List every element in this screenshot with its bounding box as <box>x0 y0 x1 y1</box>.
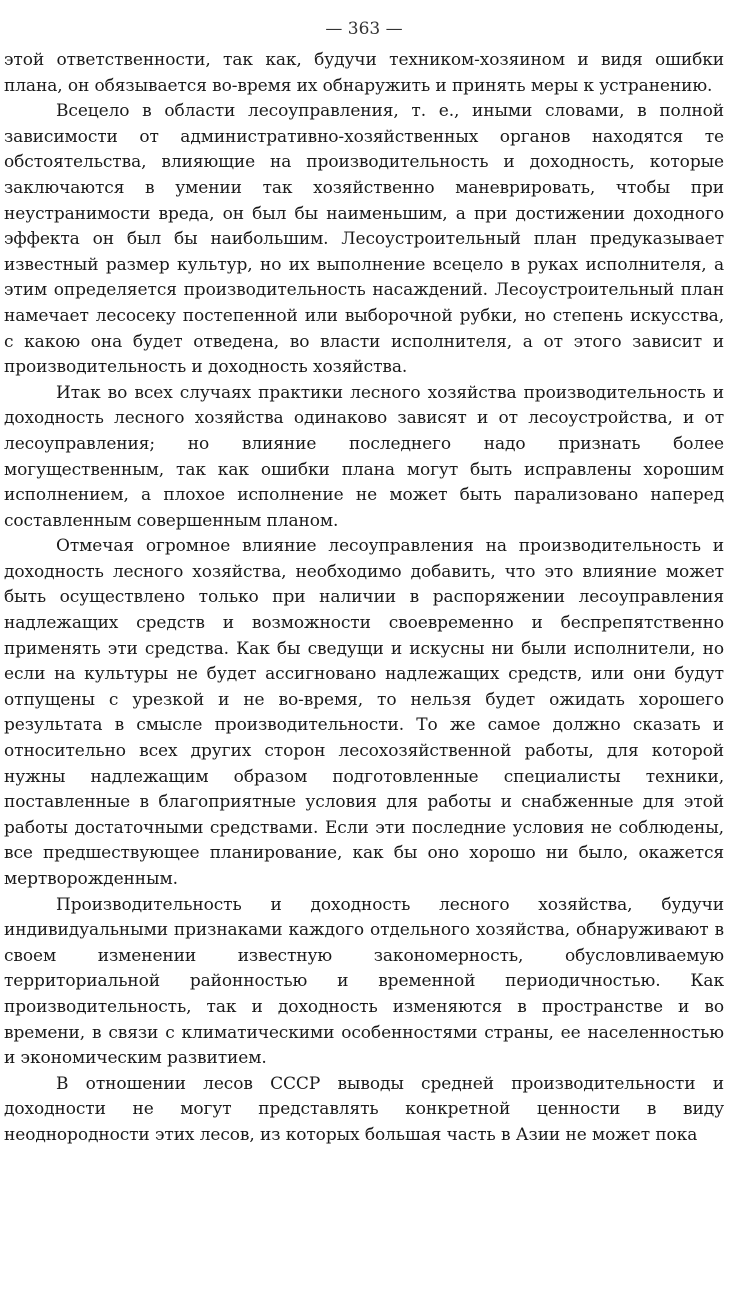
paragraph: Производительность и доходность лесного хозяйства, будучи индивидуальными признаками каждого отдельного хозяйства, обнаруживают в своем изменении известную закономерность, обусловливаемую территориальной районностью и временной периодичностью. Как производительность, так и доходность изменяются в пространстве и во времени, в связи с климатическими особенностями страны, ее населенностью и экономическим развитием. <box>4 894 724 1069</box>
body-text <box>4 48 724 1149</box>
paragraph: Всецело в области лесоуправления, т. е., иными словами, в полной зависимости от административно-хозяйственных органов находятся те обстоятельства, влияющие на производительность и доходность, которые заключаются в умении так хозяйственно маневрировать, чтобы при неустранимости вреда, он был бы наименьшим, а при достижении доходного эффекта он был бы наибольшим. Лесоустроительный план предуказывает известный размер культур, но их выполнение всецело в руках исполнителя, а этим определяется производительность насаждений. Лесоустроительный план намечает лесосеку постепенной или выборочной рубки, но степень искусства, с какою она будет отведена, во власти исполнителя, а от этого зависит и производительность и доходность хозяйства. <box>4 101 724 378</box>
paragraph: Отмечая огромное влияние лесоуправления на производительность и доходность лесного хозяйства, необходимо добавить, что это влияние может быть осуществлено только при наличии в распоряжении лесоуправления надлежащих средств и возможности своевременно и беспрепятственно применять эти средства. Как бы сведущи и искусны ни были исполнители, но если на культуры не будет ассигновано надлежащих средств, или они будут отпущены с урезкой и не во-время, то нельзя будет ожидать хорошего результата в смысле производительности. То же самое должно сказать и относительно всех других сторон лесохозяйственной работы, для которой нужны надлежащим образом подготовленные специалисты техники, поставленные в благоприятные условия для работы и снабженные для этой работы достаточными средствами. Если эти последние условия не соблюдены, все предшествующее планирование, как бы оно хорошо ни было, окажется мертворожденным. <box>4 536 724 889</box>
page-number: — 363 — <box>325 19 403 39</box>
paragraph: В отношении лесов СССР выводы средней производительности и доходности не могут представлять конкретной ценности в виду неоднородности этих лесов, из которых большая часть в Азии не может пока <box>4 1073 724 1145</box>
paragraph: Итак во всех случаях практики лесного хозяйства производительность и доходность лесного хозяйства одинаково зависят и от лесоустройства, и от лесоуправления; но влияние последнего надо признать более могущественным, так как ошибки плана могут быть исправлены хорошим исполнением, а плохое исполнение не может быть парализовано наперед составленным совершенным планом. <box>4 382 724 531</box>
paragraph-continued: этой ответственности, так как, будучи техником-хозяином и видя ошибки плана, он обязывается во-время их обнаружить и принять меры к устранению. <box>4 50 724 96</box>
